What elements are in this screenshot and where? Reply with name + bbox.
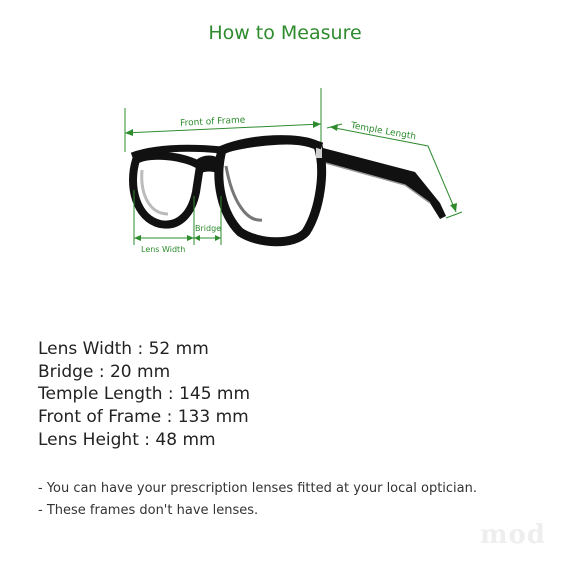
bridge-label: Bridge xyxy=(195,224,222,233)
spec-row-temple-length: Temple Length : 145 mm xyxy=(38,384,251,405)
spec-value: 20 mm xyxy=(109,361,171,382)
spec-label: Bridge xyxy=(38,361,94,382)
spec-value: 133 mm xyxy=(177,407,249,428)
lens-width-label: Lens Width xyxy=(141,245,186,254)
watermark-logo: mod xyxy=(479,520,546,550)
spec-row-bridge: Bridge : 20 mm xyxy=(38,361,171,382)
spec-list xyxy=(38,338,250,452)
note-no-lenses: - These frames don't have lenses. xyxy=(38,502,259,518)
spec-label: Lens Height xyxy=(38,429,139,450)
spec-value: 52 mm xyxy=(148,339,209,359)
temple-ext-bottom xyxy=(446,212,462,218)
temple-length-label: Temple Length xyxy=(350,121,417,143)
spec-value: 48 mm xyxy=(155,429,216,450)
temple-arm xyxy=(318,143,446,219)
far-lens-clear xyxy=(142,170,168,214)
spec-row-front-of-frame: Front of Frame : 133 mm xyxy=(38,407,249,428)
note-prescription: - You can have your prescription lenses fitted at your local optician. xyxy=(38,481,477,496)
spec-label: Temple Length xyxy=(38,384,163,405)
near-lens-frame xyxy=(219,140,322,242)
page-title: How to Measure xyxy=(208,22,362,44)
notes xyxy=(38,478,477,521)
spec-value: 145 mm xyxy=(179,384,251,405)
spec-row-lens-width: Lens Width : 52 mm xyxy=(38,339,209,359)
spec-label: Front of Frame xyxy=(38,407,162,428)
front-of-frame-label: Front of Frame xyxy=(179,115,246,129)
spec-label: Lens Width xyxy=(38,339,133,359)
spec-row-lens-height: Lens Height : 48 mm xyxy=(38,429,216,450)
